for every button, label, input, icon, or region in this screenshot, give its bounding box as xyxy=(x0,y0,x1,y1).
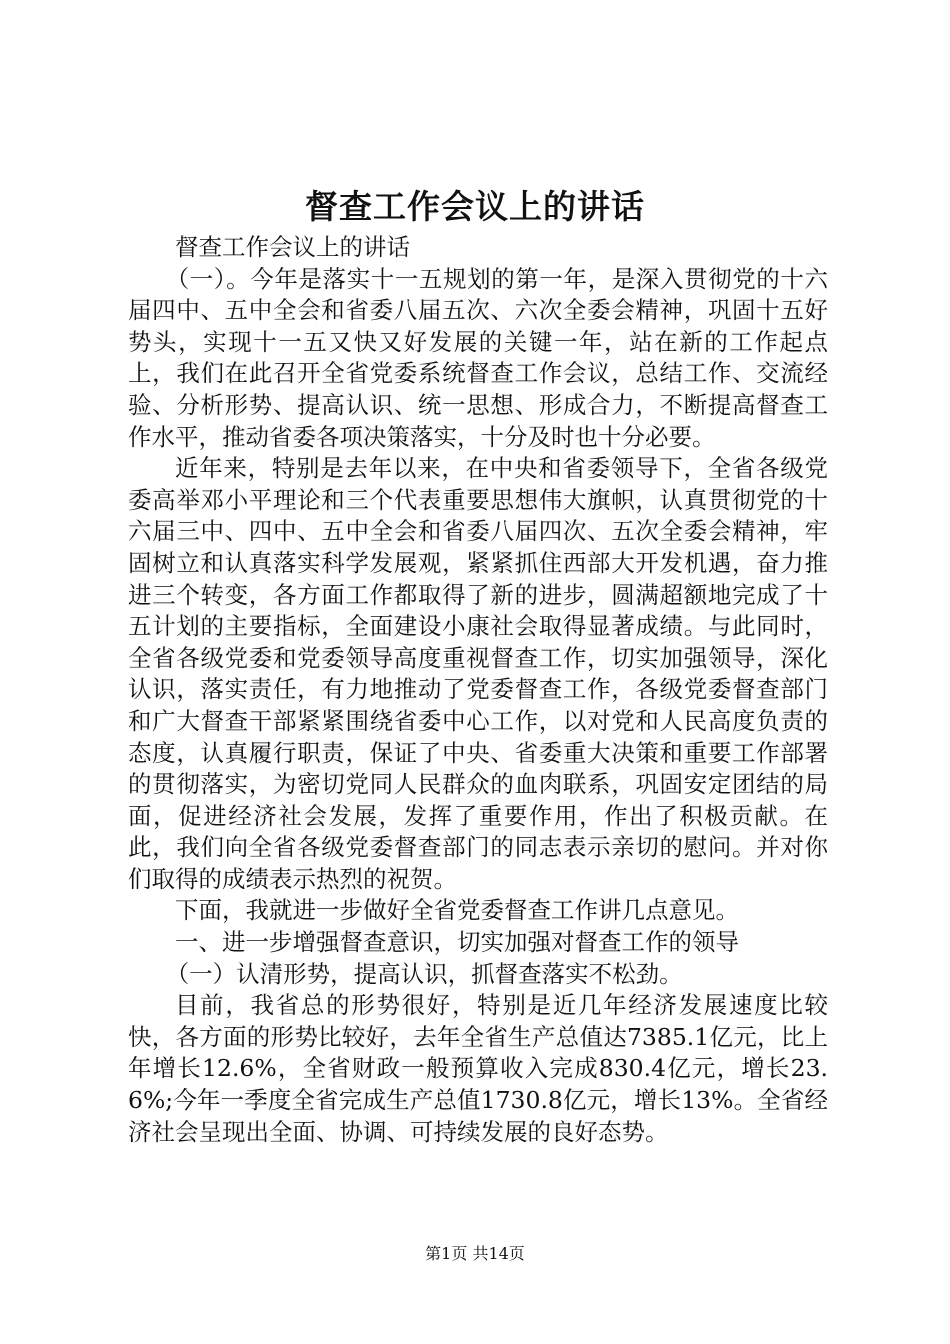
document-title: 督查工作会议上的讲话 xyxy=(305,187,645,226)
paragraph-heading: 督查工作会议上的讲话 xyxy=(175,233,410,261)
paragraph-intro: （一）。今年是落实十一五规划的第一年，是深入贯彻党的十六届四中、五中全会和省委八届五次、六次全委会精神，巩固十五好势头，实现十一五又快又好发展的关键一年，站在新的工作起点上，我们在此召开全省党委系统督查工作会议，总结工作、交流经验、分析形势、提高认识、统一思想、形成合力，不断提高督查工作水平，推动省委各项决策落实，十分及时也十分必要。 xyxy=(128,264,828,451)
subsection-heading-1: （一）认清形势，提高认识，抓督查落实不松劲。 xyxy=(165,959,683,988)
paragraph-review: 近年来，特别是去年以来，在中央和省委领导下，全省各级党委高举邓小平理论和三个代表重要思想伟大旗帜，认真贯彻党的十六届三中、四中、五中全会和省委八届四次、五次全委会精神，牢固树立和认真落实科学发展观，紧紧抓住西部大开发机遇，奋力推进三个转变，各方面工作都取得了新的进步，圆满超额地完成了十五计划的主要指标，全面建设小康社会取得显著成绩。与此同时，全省各级党委和党委领导高度重视督查工作，切实加强领导，深化认识，落实责任，有力地推动了党委督查工作，各级党委督查部门和广大督查干部紧紧围绕省委中心工作，以对党和人民高度负责的态度，认真履行职责，保证了中央、省委重大决策和重要工作部署的贯彻落实，为密切党同人民群众的血肉联系，巩固安定团结的局面，促进经济社会发展，发挥了重要作用，作出了积极贡献。在此，我们向全省各级党委督查部门的同志表示亲切的慰问。并对你们取得的成绩表示热烈的祝贺。 xyxy=(128,454,828,893)
page-footer: 第1页 共14页 xyxy=(425,1244,525,1263)
document-body xyxy=(128,232,828,1148)
section-heading-1: 一、进一步增强督查意识，切实加强对督查工作的领导 xyxy=(175,928,739,957)
paragraph-transition: 下面，我就进一步做好全省党委督查工作讲几点意见。 xyxy=(175,896,739,925)
paragraph-situation: 目前，我省总的形势很好，特别是近几年经济发展速度比较快，各方面的形势比较好，去年全省生产总值达7385.1亿元，比上年增长12.6%，全省财政一般预算收入完成830.4亿元，增长23.6%;今年一季度全省完成生产总值1730.8亿元，增长13%。全省经济社会呈现出全面、协调、可持续发展的良好态势。 xyxy=(128,991,828,1146)
